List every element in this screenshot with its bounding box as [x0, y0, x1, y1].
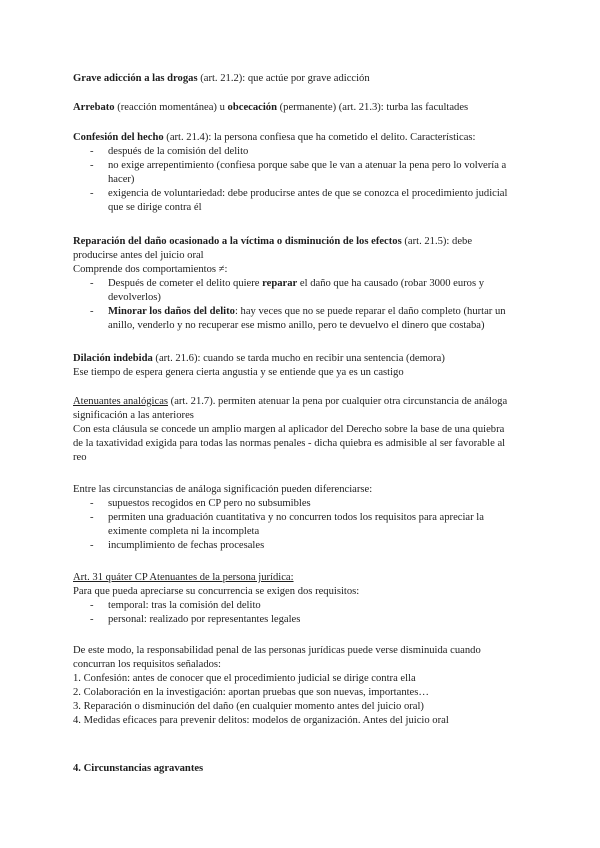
paragraph-line: de la taxatividad exigida para todas las normas penales - dicha quiebra es admisible al ser favorable al — [73, 438, 506, 449]
bullet-dash: - — [90, 278, 94, 289]
paragraph — [73, 131, 533, 145]
term-bold: Arrebato — [73, 102, 115, 113]
paragraph — [73, 352, 533, 366]
bullet-dash: - — [90, 600, 94, 611]
numbered-item: 2. Colaboración en la investigación: aportan pruebas que son nuevas, importantes… — [73, 687, 429, 698]
term-description: (art. 21.6): cuando se tarda mucho en recibir una sentencia (demora) — [152, 353, 445, 364]
bullet-text: permiten una graduación cuantitativa y no concurren todos los requisitos para apreciar la — [108, 512, 484, 523]
section-confesion — [73, 131, 533, 215]
numbered-item: 4. Medidas eficaces para prevenir delitos: modelos de organización. Antes del juicio oral — [73, 715, 449, 726]
bullet-text: exigencia de voluntariedad: debe producirse antes de que se conozca el procedimiento judicial — [108, 188, 508, 199]
term-underlined: Atenuantes analógicas — [73, 396, 169, 407]
section-persona-juridica — [73, 571, 533, 627]
bullet-item — [73, 145, 533, 159]
bullet-dash: - — [90, 306, 94, 317]
paragraph — [73, 72, 533, 86]
bullet-text: incumplimiento de fechas procesales — [108, 540, 265, 551]
section-reparacion — [73, 235, 533, 333]
paragraph-line: De este modo, la responsabilidad penal de las personas jurídicas puede verse disminuida cuando — [73, 645, 481, 656]
bullet-dash: - — [90, 160, 94, 171]
term-bold: Confesión del hecho — [73, 132, 164, 143]
text-span: (reacción momentánea) u — [114, 102, 228, 113]
paragraph-line: Comprende dos comportamientos ≠: — [73, 264, 228, 275]
section-arrebato — [73, 101, 533, 115]
paragraph — [73, 101, 533, 115]
paragraph-line: concurran los requisitos señalados: — [73, 659, 221, 670]
section-responsabilidad — [73, 644, 533, 728]
bullet-item — [73, 277, 533, 305]
bullet-dash: - — [90, 188, 94, 199]
numbered-item: 1. Confesión: antes de conocer que el procedimiento judicial se dirige contra ella — [73, 673, 416, 684]
text-span: : hay veces que no se puede reparar el daño completo (hurtar un — [234, 306, 506, 317]
text-span: el daño que ha causado (robar 3000 euros y — [297, 278, 485, 289]
section-heading: Art. 31 quáter CP Atenuantes de la persona jurídica: — [73, 572, 294, 583]
paragraph — [73, 395, 533, 409]
numbered-item: 3. Reparación o disminución del daño (en cualquier momento antes del juicio oral) — [73, 701, 424, 712]
paragraph — [73, 235, 533, 249]
bullet-text: eximente completa ni la incompleta — [108, 526, 260, 537]
paragraph-line: significación a las anteriores — [73, 410, 194, 421]
term-description: (art. 21.7). permiten atenuar la pena por cualquier otra circunstancia de análoga — [168, 396, 508, 407]
term-bold: Grave adicción a las drogas — [73, 73, 198, 84]
term-bold: Dilación indebida — [73, 353, 153, 364]
bullet-item — [73, 497, 533, 511]
paragraph-line: reo — [73, 452, 87, 463]
bullet-text: supuestos recogidos en CP pero no subsumibles — [108, 498, 311, 509]
section-grave-adiccion — [73, 72, 533, 86]
bullet-item — [73, 539, 533, 553]
section-agravantes — [73, 762, 533, 776]
bullet-text — [108, 277, 533, 291]
bullet-dash: - — [90, 614, 94, 625]
bullet-dash: - — [90, 540, 94, 551]
bullet-dash: - — [90, 146, 94, 157]
bullet-text: personal: realizado por representantes legales — [108, 614, 301, 625]
paragraph-line: Entre las circunstancias de análoga significación pueden diferenciarse: — [73, 484, 373, 495]
bullet-text: que se dirige contra él — [108, 202, 202, 213]
section-analoga-significacion — [73, 483, 533, 553]
term-bold: obcecación — [227, 102, 277, 113]
text-span: Después de cometer el delito quiere — [108, 278, 263, 289]
term-bold: Minorar los daños del delito — [108, 306, 235, 317]
paragraph-line: Ese tiempo de espera genera cierta angustia y se entiende que ya es un castigo — [73, 367, 404, 378]
term-description: (art. 21.5): debe — [401, 236, 473, 247]
term-bold: reparar — [262, 278, 298, 289]
term-description: (art. 21.2): que actúe por grave adicción — [197, 73, 370, 84]
term-description: (art. 21.4): la persona confiesa que ha cometido el delito. Características: — [163, 132, 476, 143]
bullet-item — [73, 511, 533, 539]
bullet-text — [108, 305, 533, 319]
bullet-item — [73, 187, 533, 215]
bullet-dash: - — [90, 512, 94, 523]
bullet-item — [73, 305, 533, 333]
bullet-text: anillo, venderlo y no recuperar ese mismo anillo, pero te devuelvo el dinero que costaba) — [108, 320, 485, 331]
bullet-text: hacer) — [108, 174, 135, 185]
bullet-item — [73, 599, 533, 613]
bullet-dash: - — [90, 498, 94, 509]
section-atenuantes-analogicas — [73, 395, 533, 465]
paragraph-line: producirse antes del juicio oral — [73, 250, 204, 261]
bullet-text: no exige arrepentimiento (confiesa porque sabe que le van a atenuar la pena pero lo volvería a — [108, 160, 507, 171]
bullet-text: temporal: tras la comisión del delito — [108, 600, 261, 611]
section-heading: 4. Circunstancias agravantes — [73, 763, 204, 774]
bullet-item — [73, 159, 533, 187]
paragraph-line: Para que pueda apreciarse su concurrencia se exigen dos requisitos: — [73, 586, 360, 597]
bullet-text: después de la comisión del delito — [108, 146, 249, 157]
text-span: (permanente) (art. 21.3): turba las facultades — [276, 102, 469, 113]
section-dilacion — [73, 352, 533, 380]
bullet-text: devolverlos) — [108, 292, 161, 303]
term-bold: Reparación del daño ocasionado a la víctima o disminución de los efectos — [73, 236, 402, 247]
paragraph-line: Con esta cláusula se concede un amplio margen al aplicador del Derecho sobre la base de una quiebra — [73, 424, 505, 435]
bullet-item — [73, 613, 533, 627]
